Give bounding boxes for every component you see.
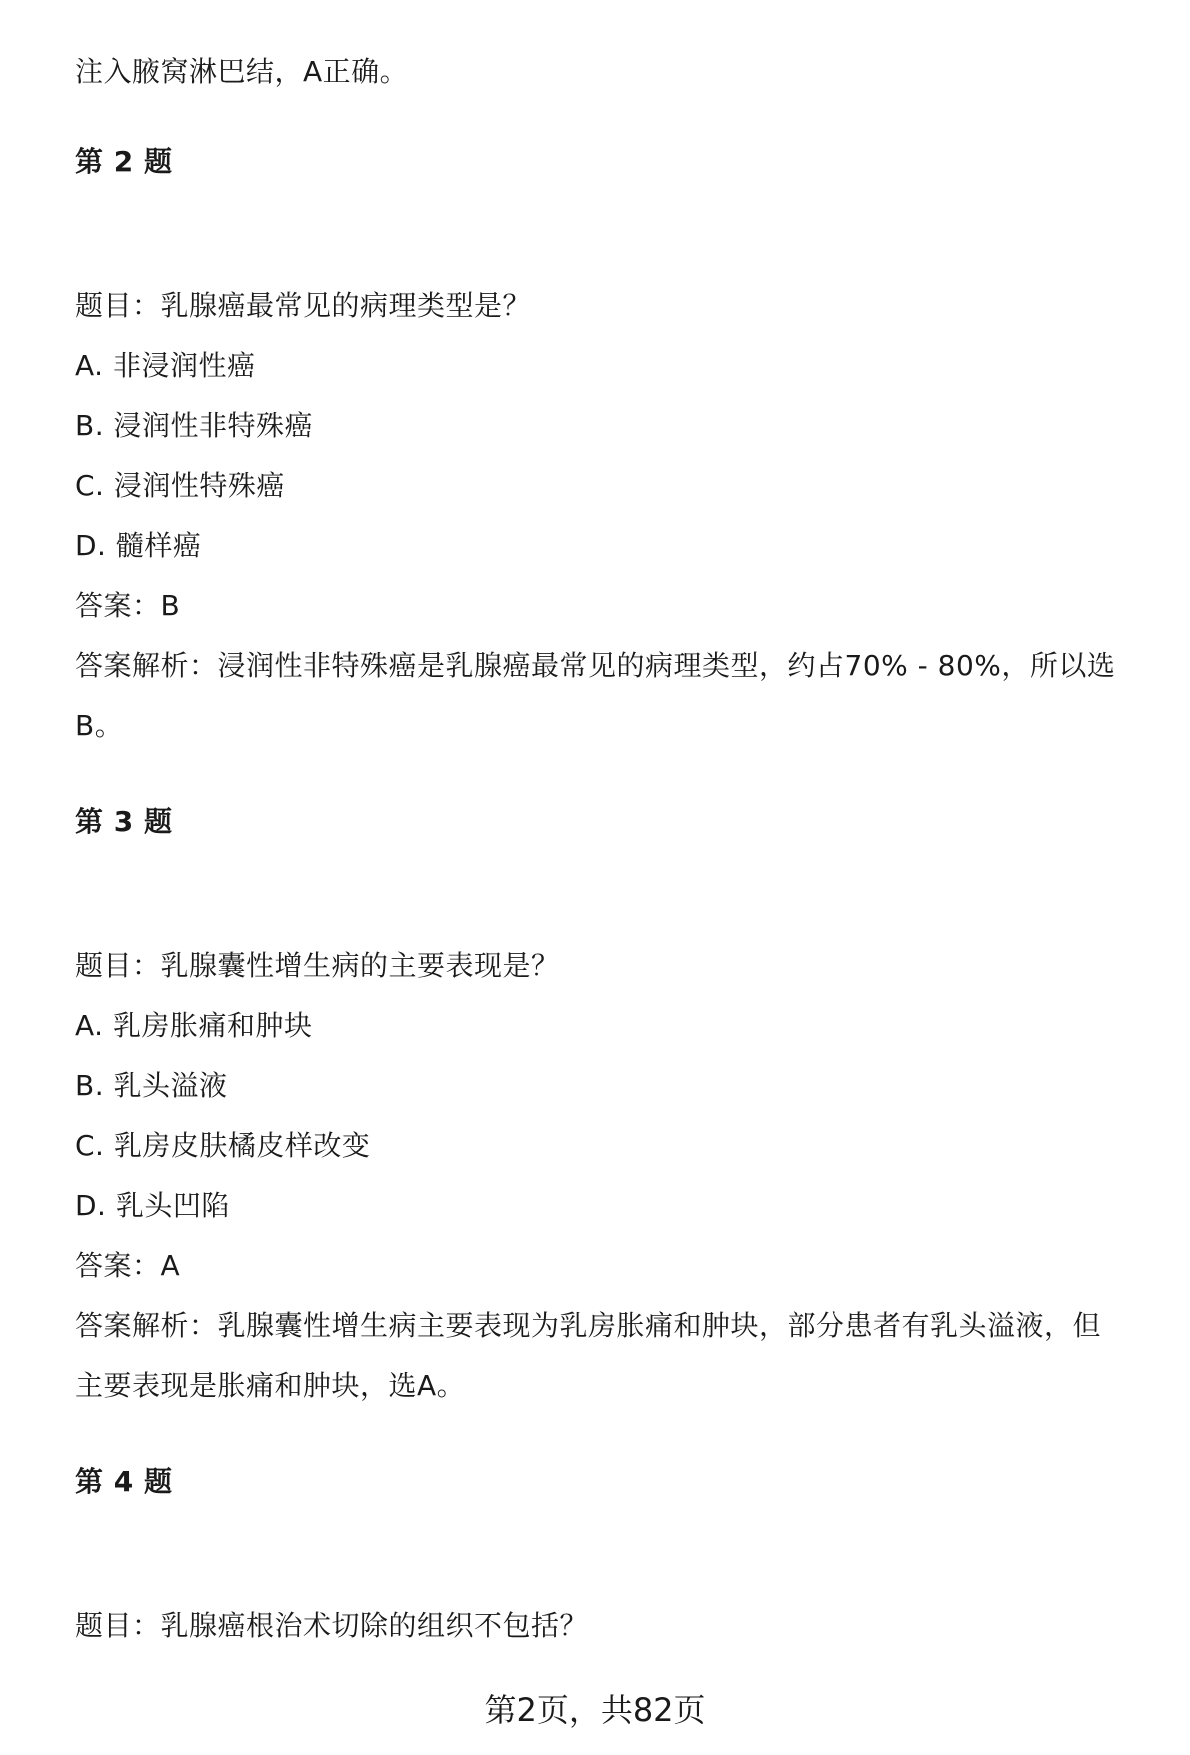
answer-text: 答案：A bbox=[75, 1249, 181, 1282]
question-heading: 第 3 题 bbox=[75, 805, 173, 838]
explanation-line: 答案解析：乳腺囊性增生病主要表现为乳房胀痛和肿块，部分患者有乳头溢液，但 bbox=[75, 1309, 1102, 1342]
explanation-line: B。 bbox=[75, 709, 124, 742]
question-text: 题目：乳腺囊性增生病的主要表现是？ bbox=[75, 949, 560, 982]
carryover-text: 注入腋窝淋巴结，A正确。 bbox=[75, 55, 409, 88]
option-b: B. 乳头溢液 bbox=[75, 1069, 228, 1102]
option-c: C. 浸润性特殊癌 bbox=[75, 469, 285, 502]
option-a: A. 非浸润性癌 bbox=[75, 349, 256, 382]
question-text: 题目：乳腺癌最常见的病理类型是？ bbox=[75, 289, 532, 322]
question-text: 题目：乳腺癌根治术切除的组织不包括？ bbox=[75, 1609, 589, 1642]
question-heading: 第 2 题 bbox=[75, 145, 173, 178]
option-d: D. 髓样癌 bbox=[75, 529, 202, 562]
option-c: C. 乳房皮肤橘皮样改变 bbox=[75, 1129, 371, 1162]
question-heading: 第 4 题 bbox=[75, 1465, 173, 1498]
page-number-footer: 第2页，共82页 bbox=[484, 1691, 706, 1729]
explanation-line: 主要表现是胀痛和肿块，选A。 bbox=[75, 1369, 466, 1402]
answer-text: 答案：B bbox=[75, 589, 181, 622]
option-a: A. 乳房胀痛和肿块 bbox=[75, 1009, 313, 1042]
option-d: D. 乳头凹陷 bbox=[75, 1189, 230, 1222]
explanation-line: 答案解析：浸润性非特殊癌是乳腺癌最常见的病理类型，约占70% - 80%，所以选 bbox=[75, 649, 1116, 682]
option-b: B. 浸润性非特殊癌 bbox=[75, 409, 314, 442]
